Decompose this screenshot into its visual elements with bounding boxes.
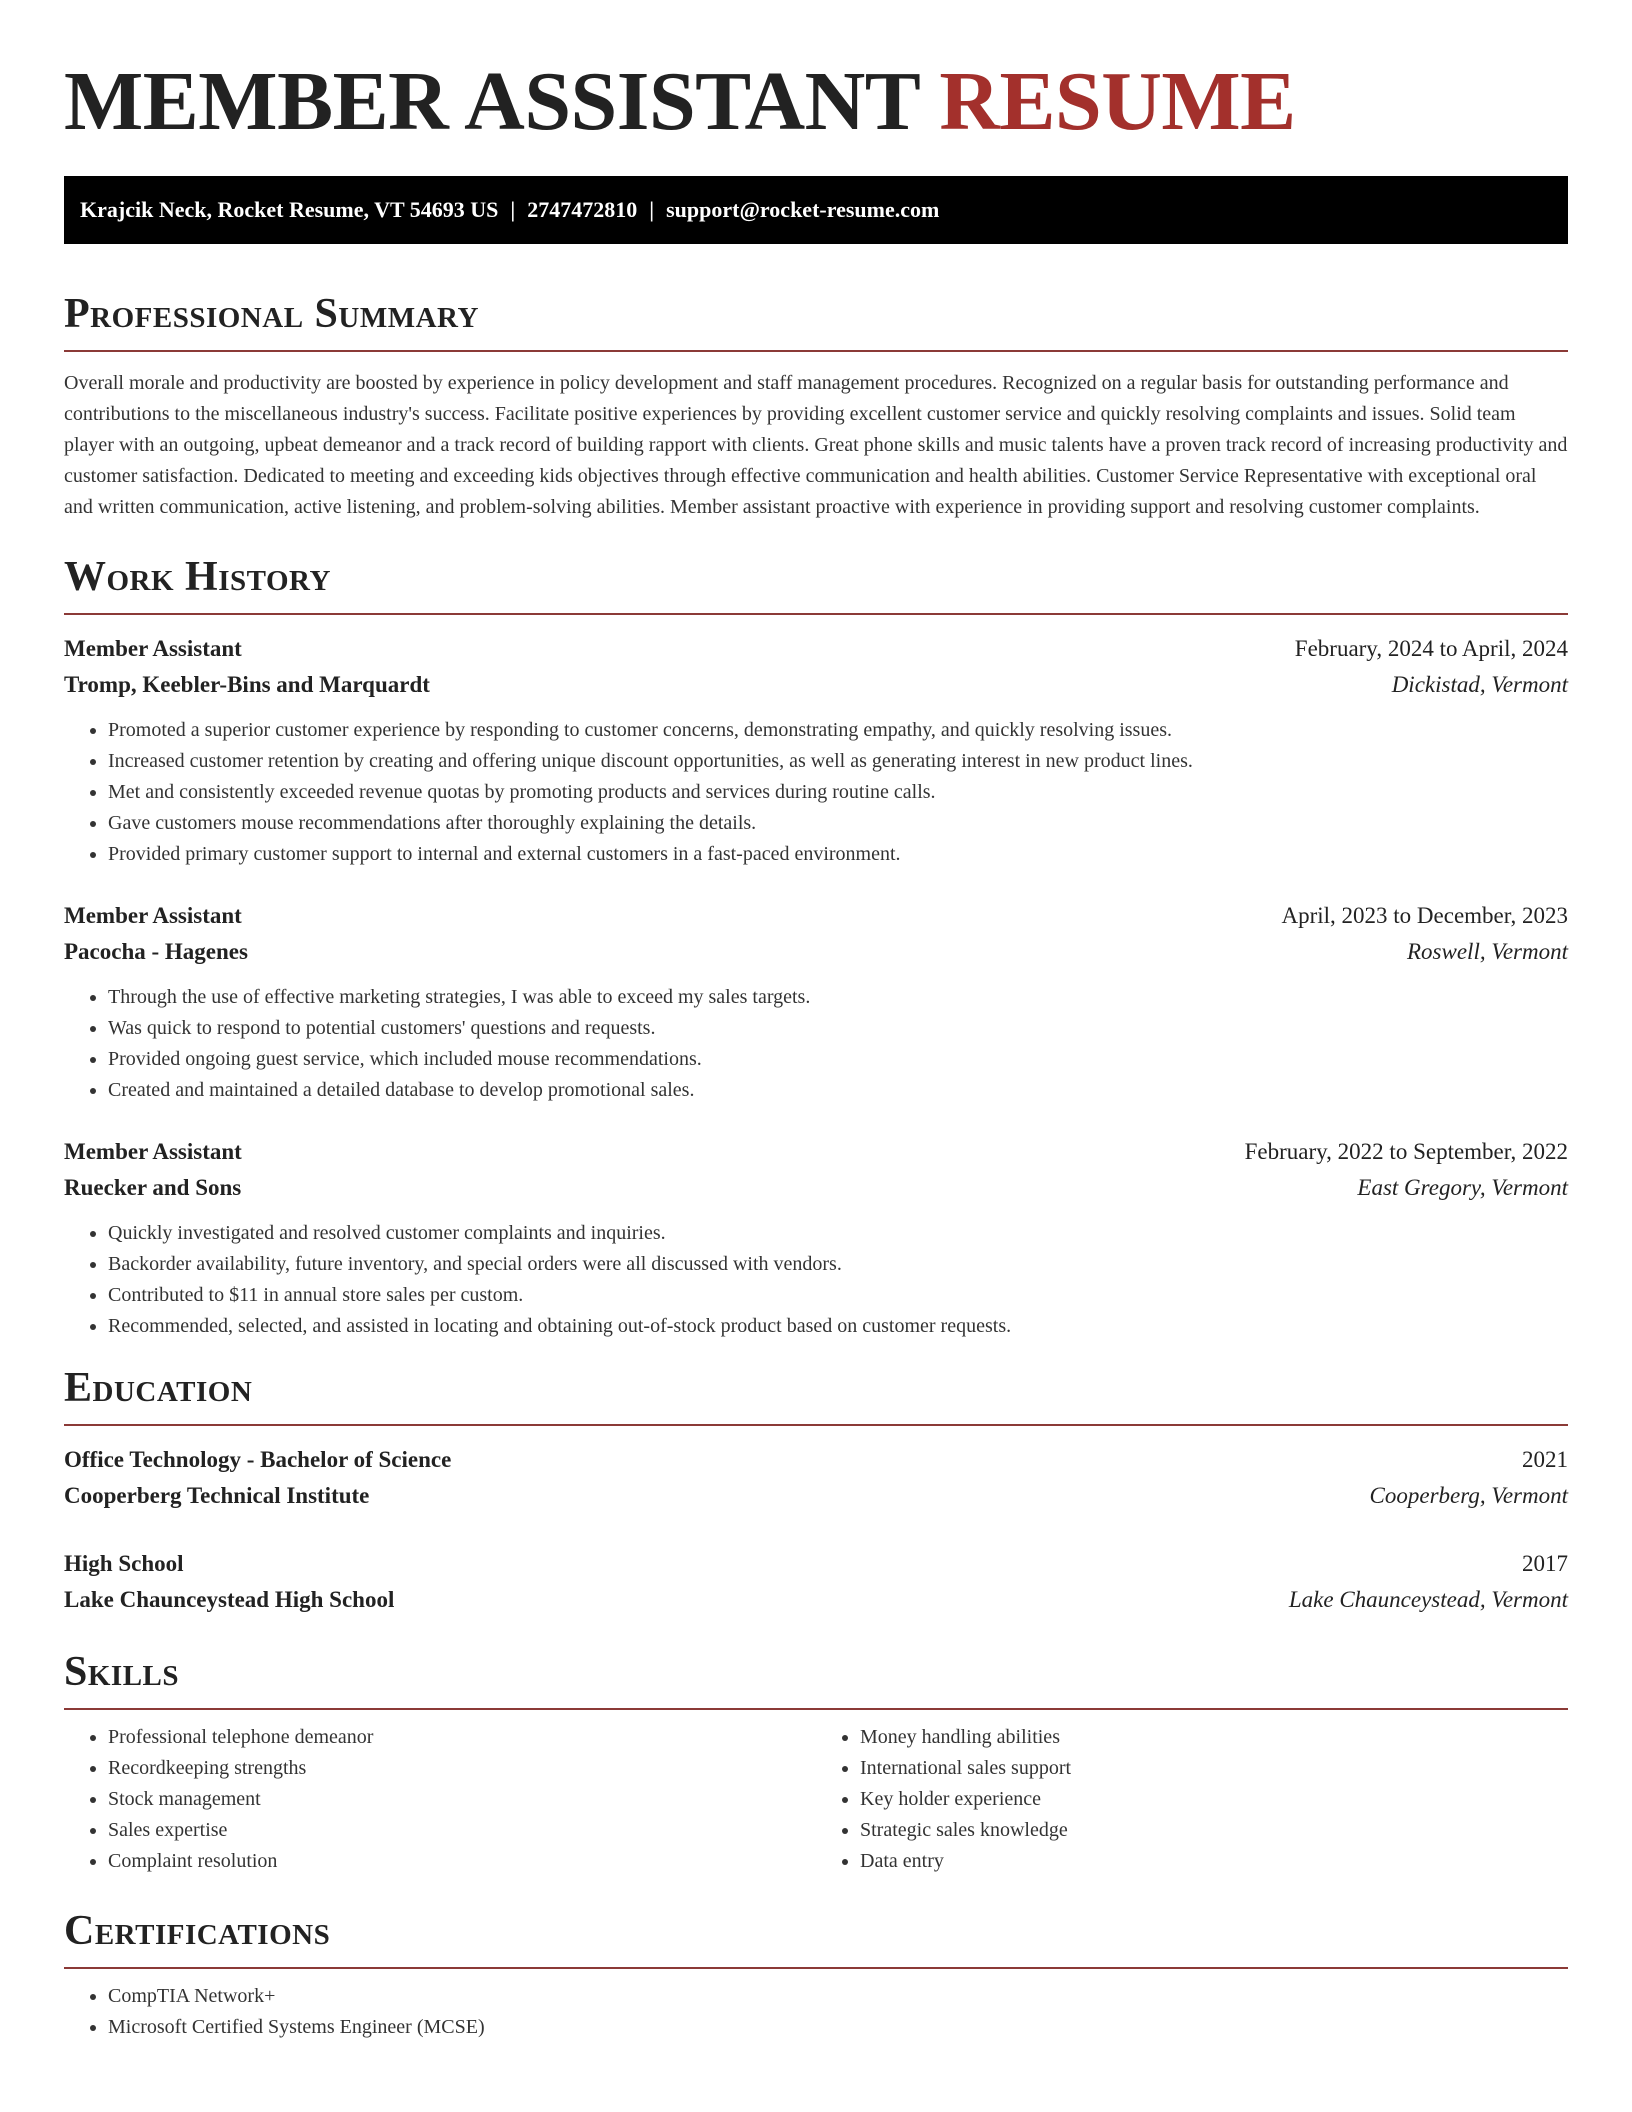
contact-separator: | — [649, 197, 655, 222]
skills-grid — [64, 1722, 1568, 1877]
resume-title — [64, 0, 1568, 152]
job-company: Ruecker and Sons — [64, 1175, 242, 1200]
job-entry — [64, 898, 1568, 1106]
list-item: • International sales support — [860, 1753, 1568, 1784]
list-item: • Data entry — [860, 1846, 1568, 1877]
section-heading-summary: Professional Summary — [64, 291, 479, 337]
job-dates: February, 2022 to September, 2022 — [1244, 1139, 1568, 1164]
education-degree-row — [64, 1546, 1568, 1582]
contact-email[interactable]: support@rocket-resume.com — [666, 197, 940, 222]
job-header-row — [64, 631, 1568, 667]
education-degree: Office Technology - Bachelor of Science — [64, 1447, 452, 1472]
summary-text: Overall morale and productivity are boosted by experience in policy development and staff management procedures. Recognized on a regular basis for outstanding performance and contributions to the miscellaneous industry's success. Facilitate positive experiences by providing excellent customer service and quickly resolving complaints and issues. Solid team player with an outgoing, upbeat demeanor and a track record of building rapport with clients. Great phone skills and music talents have a proven track record of increasing productivity and customer satisfaction. Dedicated to meeting and exceeding kids objectives through effective communication and health abilities. Customer Service Representative with exceptional oral and written communication, active listening, and problem-solving abilities. Member assistant proactive with experience in providing support and resolving customer complaints. — [64, 372, 1568, 518]
list-item: • Increased customer retention by creating and offering unique discount opportunities, as well as generating interest in new product lines. — [108, 746, 1568, 777]
education-school: Cooperberg Technical Institute — [64, 1483, 370, 1508]
job-dates: February, 2024 to April, 2024 — [1294, 636, 1568, 661]
section-heading-education: Education — [64, 1365, 253, 1411]
list-item: • Professional telephone demeanor — [108, 1722, 816, 1753]
skills-list-right — [816, 1722, 1568, 1877]
job-company: Tromp, Keebler-Bins and Marquardt — [64, 672, 430, 697]
job-entry — [64, 631, 1568, 870]
list-item: • Sales expertise — [108, 1815, 816, 1846]
education-location: Lake Chaunceystead, Vermont — [1288, 1587, 1568, 1612]
job-dates: April, 2023 to December, 2023 — [1281, 903, 1568, 928]
job-header-row — [64, 898, 1568, 934]
education-section — [64, 1362, 1568, 1618]
job-title: Member Assistant — [64, 636, 242, 661]
contact-bar — [64, 176, 1568, 244]
skills-section — [64, 1646, 1568, 1877]
education-entry — [64, 1442, 1568, 1514]
job-title: Member Assistant — [64, 1139, 242, 1164]
job-bullets — [64, 1218, 1568, 1342]
list-item: • Stock management — [108, 1784, 816, 1815]
list-item: • Provided ongoing guest service, which included mouse recommendations. — [108, 1044, 1568, 1075]
section-heading-certifications: Certifications — [64, 1908, 331, 1954]
job-company-row — [64, 1170, 1568, 1206]
list-item: • Key holder experience — [860, 1784, 1568, 1815]
job-bullets — [64, 982, 1568, 1106]
job-entry — [64, 1134, 1568, 1342]
education-school: Lake Chaunceystead High School — [64, 1587, 395, 1612]
list-item: • Microsoft Certified Systems Engineer (MCSE) — [108, 2012, 1568, 2043]
section-divider — [64, 1708, 1568, 1710]
section-divider — [64, 613, 1568, 615]
list-item: • Was quick to respond to potential customers' questions and requests. — [108, 1013, 1568, 1044]
job-location: Roswell, Vermont — [1407, 939, 1568, 964]
section-heading-work-history: Work History — [64, 554, 331, 600]
job-location: Dickistad, Vermont — [1391, 672, 1568, 697]
job-location: East Gregory, Vermont — [1357, 1175, 1568, 1200]
section-divider — [64, 350, 1568, 352]
education-entry — [64, 1546, 1568, 1618]
list-item: • Strategic sales knowledge — [860, 1815, 1568, 1846]
contact-address: Krajcik Neck, Rocket Resume, VT 54693 US — [80, 197, 499, 222]
section-divider — [64, 1967, 1568, 1969]
education-location: Cooperberg, Vermont — [1369, 1483, 1568, 1508]
education-degree: High School — [64, 1551, 184, 1576]
skills-list-left — [64, 1722, 816, 1877]
list-item: • Created and maintained a detailed database to develop promotional sales. — [108, 1075, 1568, 1106]
list-item: • Provided primary customer support to internal and external customers in a fast-paced environment. — [108, 839, 1568, 870]
job-company-row — [64, 934, 1568, 970]
list-item: • Recordkeeping strengths — [108, 1753, 816, 1784]
contact-phone[interactable]: 2747472810 — [527, 197, 638, 222]
education-year: 2017 — [1522, 1551, 1568, 1576]
list-item: • Met and consistently exceeded revenue quotas by promoting products and services during routine calls. — [108, 777, 1568, 808]
job-company: Pacocha - Hagenes — [64, 939, 248, 964]
certifications-section — [64, 1905, 1568, 2043]
job-bullets — [64, 715, 1568, 870]
list-item: • Promoted a superior customer experience by responding to customer concerns, demonstrating empathy, and quickly resolving issues. — [108, 715, 1568, 746]
list-item: • Through the use of effective marketing strategies, I was able to exceed my sales targets. — [108, 982, 1568, 1013]
list-item: • Money handling abilities — [860, 1722, 1568, 1753]
list-item: • Quickly investigated and resolved customer complaints and inquiries. — [108, 1218, 1568, 1249]
section-heading-skills: Skills — [64, 1649, 180, 1695]
title-main: MEMBER ASSISTANT — [64, 55, 919, 148]
list-item: • CompTIA Network+ — [108, 1981, 1568, 2012]
list-item: • Contributed to $11 in annual store sales per custom. — [108, 1280, 1568, 1311]
education-year: 2021 — [1522, 1447, 1568, 1472]
contact-separator: | — [510, 197, 516, 222]
list-item: • Complaint resolution — [108, 1846, 816, 1877]
job-header-row — [64, 1134, 1568, 1170]
job-title: Member Assistant — [64, 903, 242, 928]
job-company-row — [64, 667, 1568, 703]
list-item: • Backorder availability, future inventory, and special orders were all discussed with vendors. — [108, 1249, 1568, 1280]
title-accent: RESUME — [939, 55, 1296, 148]
education-degree-row — [64, 1442, 1568, 1478]
section-divider — [64, 1424, 1568, 1426]
education-school-row — [64, 1478, 1568, 1514]
education-school-row — [64, 1582, 1568, 1618]
work-history-section — [64, 551, 1568, 1342]
list-item: • Recommended, selected, and assisted in locating and obtaining out-of-stock product based on customer requests. — [108, 1311, 1568, 1342]
summary-section — [64, 288, 1568, 523]
certifications-list — [64, 1981, 1568, 2043]
list-item: • Gave customers mouse recommendations after thoroughly explaining the details. — [108, 808, 1568, 839]
